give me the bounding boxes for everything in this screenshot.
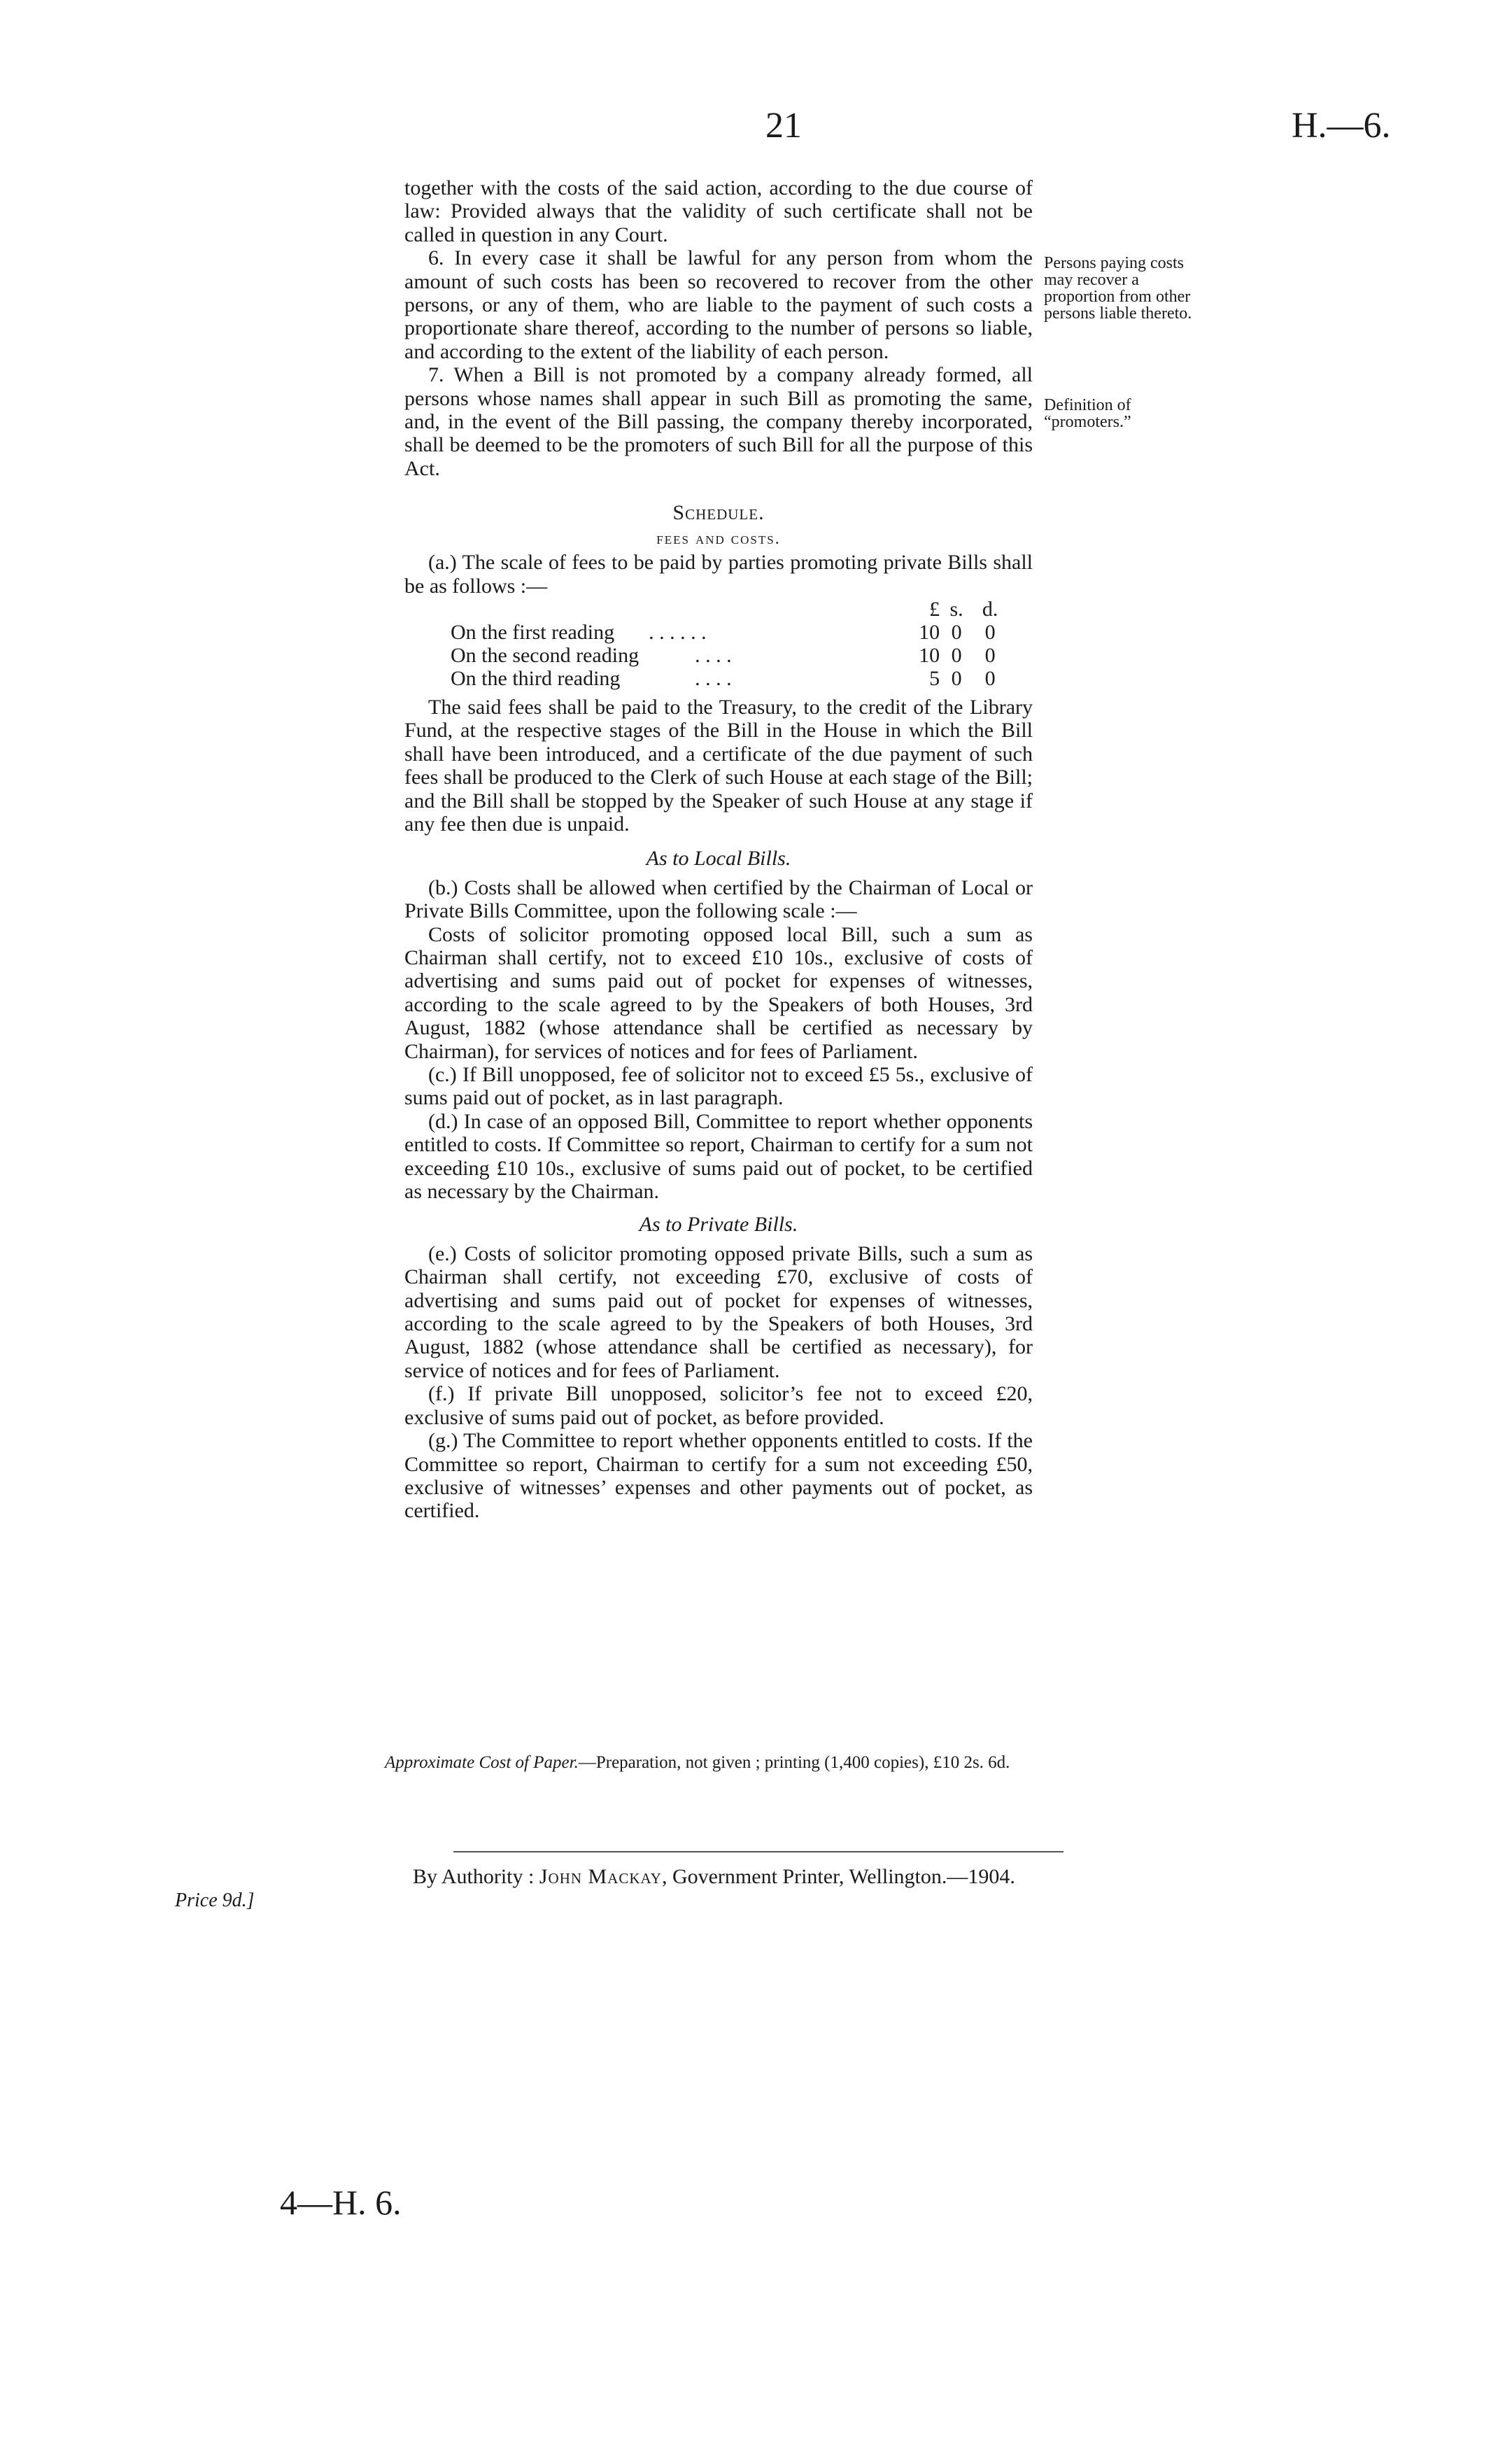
fee-shillings: 0 xyxy=(951,620,962,644)
fee-table xyxy=(451,598,1007,690)
fee-pounds: 10 xyxy=(919,620,940,644)
schedule-c: (c.) If Bill unopposed, fee of solicitor not to exceed £5 5s., exclusive of sums paid out of pocket, as in last paragraph. xyxy=(404,1063,1033,1110)
cost-text: —Preparation, not given ; printing (1,400 copies), £10 2s. 6d. xyxy=(578,1753,1010,1772)
main-text-column xyxy=(404,176,1033,1523)
private-bills-heading: As to Private Bills. xyxy=(639,1213,798,1237)
section-6: 6. In every case it shall be lawful for any person from whom the amount of such costs has been so recovered to recover from the other persons, or any of them, who are liable to the payment of such costs a proportionate share thereof, according to the number of persons so liable, and according to the extent of the liability of each person. xyxy=(404,246,1033,363)
fee-pounds: 10 xyxy=(919,643,940,667)
local-bills-heading: As to Local Bills. xyxy=(646,847,791,871)
fee-pence: 0 xyxy=(984,643,996,667)
paragraph-continuation: together with the costs of the said action, according to the due course of law: Provided always that the validity of such certificate shall not be called in question in any Court. xyxy=(404,176,1033,246)
printer-name: John Mackay xyxy=(539,1865,662,1888)
fee-label: On the first reading xyxy=(451,620,615,644)
shillings-header: s. xyxy=(949,597,963,621)
page-number: 21 xyxy=(765,106,802,146)
cost-label: Approximate Cost of Paper. xyxy=(385,1753,579,1772)
pounds-header: £ xyxy=(929,597,940,621)
fee-label: On the third reading xyxy=(451,666,621,690)
schedule-subtitle: fees and costs. xyxy=(656,529,781,548)
schedule-b-detail: Costs of solicitor promoting opposed local Bill, such a sum as Chairman shall certify, not to exceed £10 10s., exclusive of costs of advertising and sums paid out of pocket for expenses of witnesses, according to the scale agreed to by the Speakers of both Houses, 3rd August, 1882 (whose attendance shall be certified as necessary by Chairman), for services of notices and for fees of Parliament. xyxy=(404,922,1033,1063)
section-7: 7. When a Bill is not promoted by a company already formed, all persons whose names shall appear in such Bill as promoting the same, and, in the event of the Bill passing, the company thereby incorporated, shall be deemed to be the promoters of such Bill for all the purpose of this Act. xyxy=(404,363,1033,480)
schedule-title: Schedule. xyxy=(672,501,765,525)
fee-pence: 0 xyxy=(984,666,996,690)
footer-rule xyxy=(453,1851,1064,1852)
schedule-f: (f.) If private Bill unopposed, solicitor’s fee not to exceed £20, exclusive of sums paid out of pocket, as before provided. xyxy=(404,1382,1033,1429)
fee-shillings: 0 xyxy=(951,666,962,690)
fee-row xyxy=(451,644,1007,667)
cost-of-paper-line xyxy=(385,1753,1010,1773)
signature-mark: 4—H. 6. xyxy=(280,2183,402,2222)
margin-note-persons-paying: Persons paying costs may recover a proportion from other persons liable thereto. xyxy=(1044,254,1192,323)
fees-note: The said fees shall be paid to the Treasury, to the credit of the Library Fund, at the respective stages of the Bill in the House in which the Bill shall have been introduced, and a certificate of the due payment of such fees shall be produced to the Clerk of such House at each stage of the Bill; and the Bill shall be stopped by the Speaker of such House at any stage if any fee then due is unpaid. xyxy=(404,695,1033,836)
authority-line xyxy=(413,1865,1015,1889)
fee-row xyxy=(451,667,1007,690)
margin-note-promoters: Definition of “promoters.” xyxy=(1044,396,1131,431)
fee-pounds: 5 xyxy=(929,666,940,690)
schedule-d: (d.) In case of an opposed Bill, Committee to report whether opponents entitled to costs. If Committee so report, Chairman to certify for a sum not exceeding £10 10s., exclusive of sums paid out of pocket, to be certified as necessary by the Chairman. xyxy=(404,1109,1033,1204)
leader-dots: . . . . . . xyxy=(649,620,707,644)
fee-row xyxy=(451,621,1007,644)
schedule-g: (g.) The Committee to report whether opponents entitled to costs. If the Committee so report, Chairman to certify for a sum not exceeding £50, exclusive of witnesses’ expenses and other payments out of pocket, as certified. xyxy=(404,1429,1033,1523)
schedule-e: (e.) Costs of solicitor promoting opposed private Bills, such a sum as Chairman shall certify, not exceeding £70, exclusive of costs of advertising and sums paid out of pocket for expenses of witnesses, according to the scale agreed to by the Speakers of both Houses, 3rd August, 1882 (whose attendance shall be certified as necessary), for service of notices and for fees of Parliament. xyxy=(404,1241,1033,1382)
leader-dots: . . . . xyxy=(695,666,732,690)
schedule-b: (b.) Costs shall be allowed when certified by the Chairman of Local or Private Bills Committee, upon the following scale :— xyxy=(404,875,1033,923)
authority-prefix: By Authority : xyxy=(413,1865,535,1888)
fee-shillings: 0 xyxy=(951,643,962,667)
document-reference: H.—6. xyxy=(1292,106,1391,146)
schedule-a-intro: (a.) The scale of fees to be paid by parties promoting private Bills shall be as follows :— xyxy=(404,551,1033,598)
authority-suffix: , Government Printer, Wellington.—1904. xyxy=(661,1865,1015,1888)
fee-label: On the second reading xyxy=(451,643,640,667)
pence-header: d. xyxy=(982,597,998,621)
leader-dots: . . . . xyxy=(695,643,732,667)
price: Price 9d.] xyxy=(175,1890,255,1911)
fee-table-header xyxy=(451,598,1007,621)
fee-pence: 0 xyxy=(984,620,996,644)
